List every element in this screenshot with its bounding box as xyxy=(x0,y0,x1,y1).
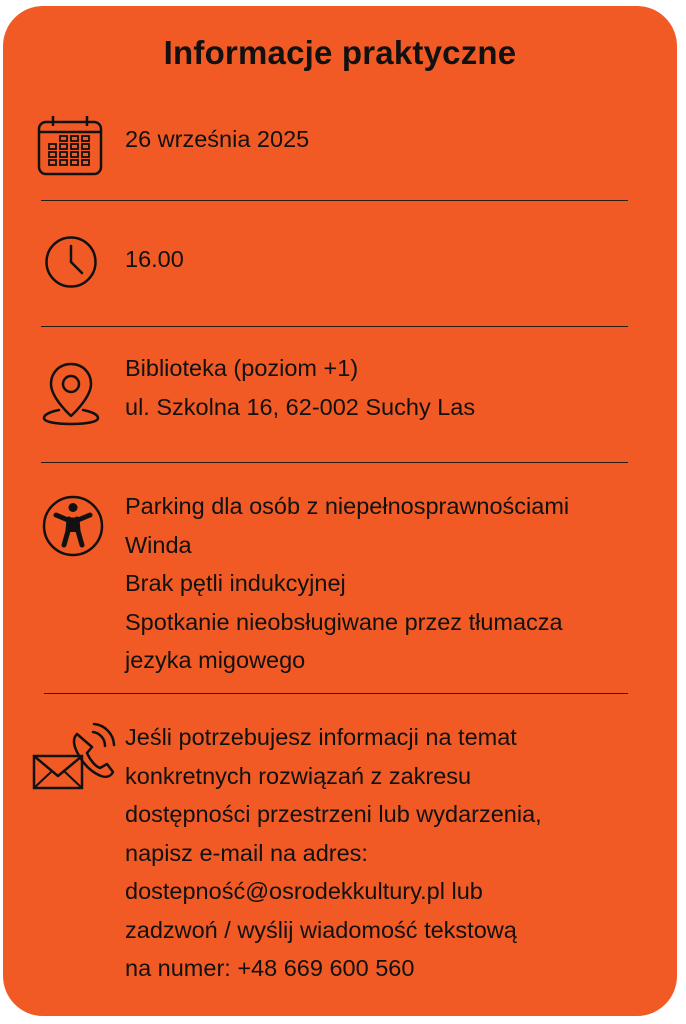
contact-line: dostępności przestrzeni lub wydarzenia, xyxy=(125,801,542,827)
practical-info-card xyxy=(3,6,677,1016)
calendar-icon xyxy=(36,114,104,176)
clock-icon xyxy=(43,234,99,290)
card-title: Informacje praktyczne xyxy=(163,34,517,71)
location-line: ul. Szkolna 16, 62-002 Suchy Las xyxy=(125,393,476,420)
event-date: 26 września 2025 xyxy=(125,126,310,152)
location-line: Biblioteka (poziom +1) xyxy=(125,355,359,381)
contact-line: Jeśli potrzebujesz informacji na temat xyxy=(125,724,517,750)
accessibility-icon xyxy=(41,494,105,558)
contact-phone: na numer: +48 669 600 560 xyxy=(125,955,415,981)
accessibility-line: jezyka migowego xyxy=(125,647,306,673)
contact-line: konkretnych rozwiązań z zakresu xyxy=(125,762,472,789)
accessibility-line: Spotkanie nieobsługiwane przez tłumacza xyxy=(125,608,563,635)
event-time: 16.00 xyxy=(125,246,184,272)
divider xyxy=(41,200,628,201)
accessibility-line: Winda xyxy=(125,531,192,558)
envelope-phone-icon xyxy=(31,718,119,794)
accessibility-line: Brak pętli indukcyjnej xyxy=(125,570,346,596)
accessibility-line: Parking dla osób z niepełnosprawnościami xyxy=(125,493,570,519)
contact-email: dostepność@osrodekkultury.pl lub xyxy=(125,878,483,904)
map-pin-icon xyxy=(41,360,101,426)
contact-line: napisz e-mail na adres: xyxy=(125,839,368,866)
contact-line: zadzwoń / wyślij wiadomość tekstową xyxy=(125,916,517,943)
divider xyxy=(41,462,628,463)
divider xyxy=(41,326,628,327)
divider xyxy=(44,693,628,694)
